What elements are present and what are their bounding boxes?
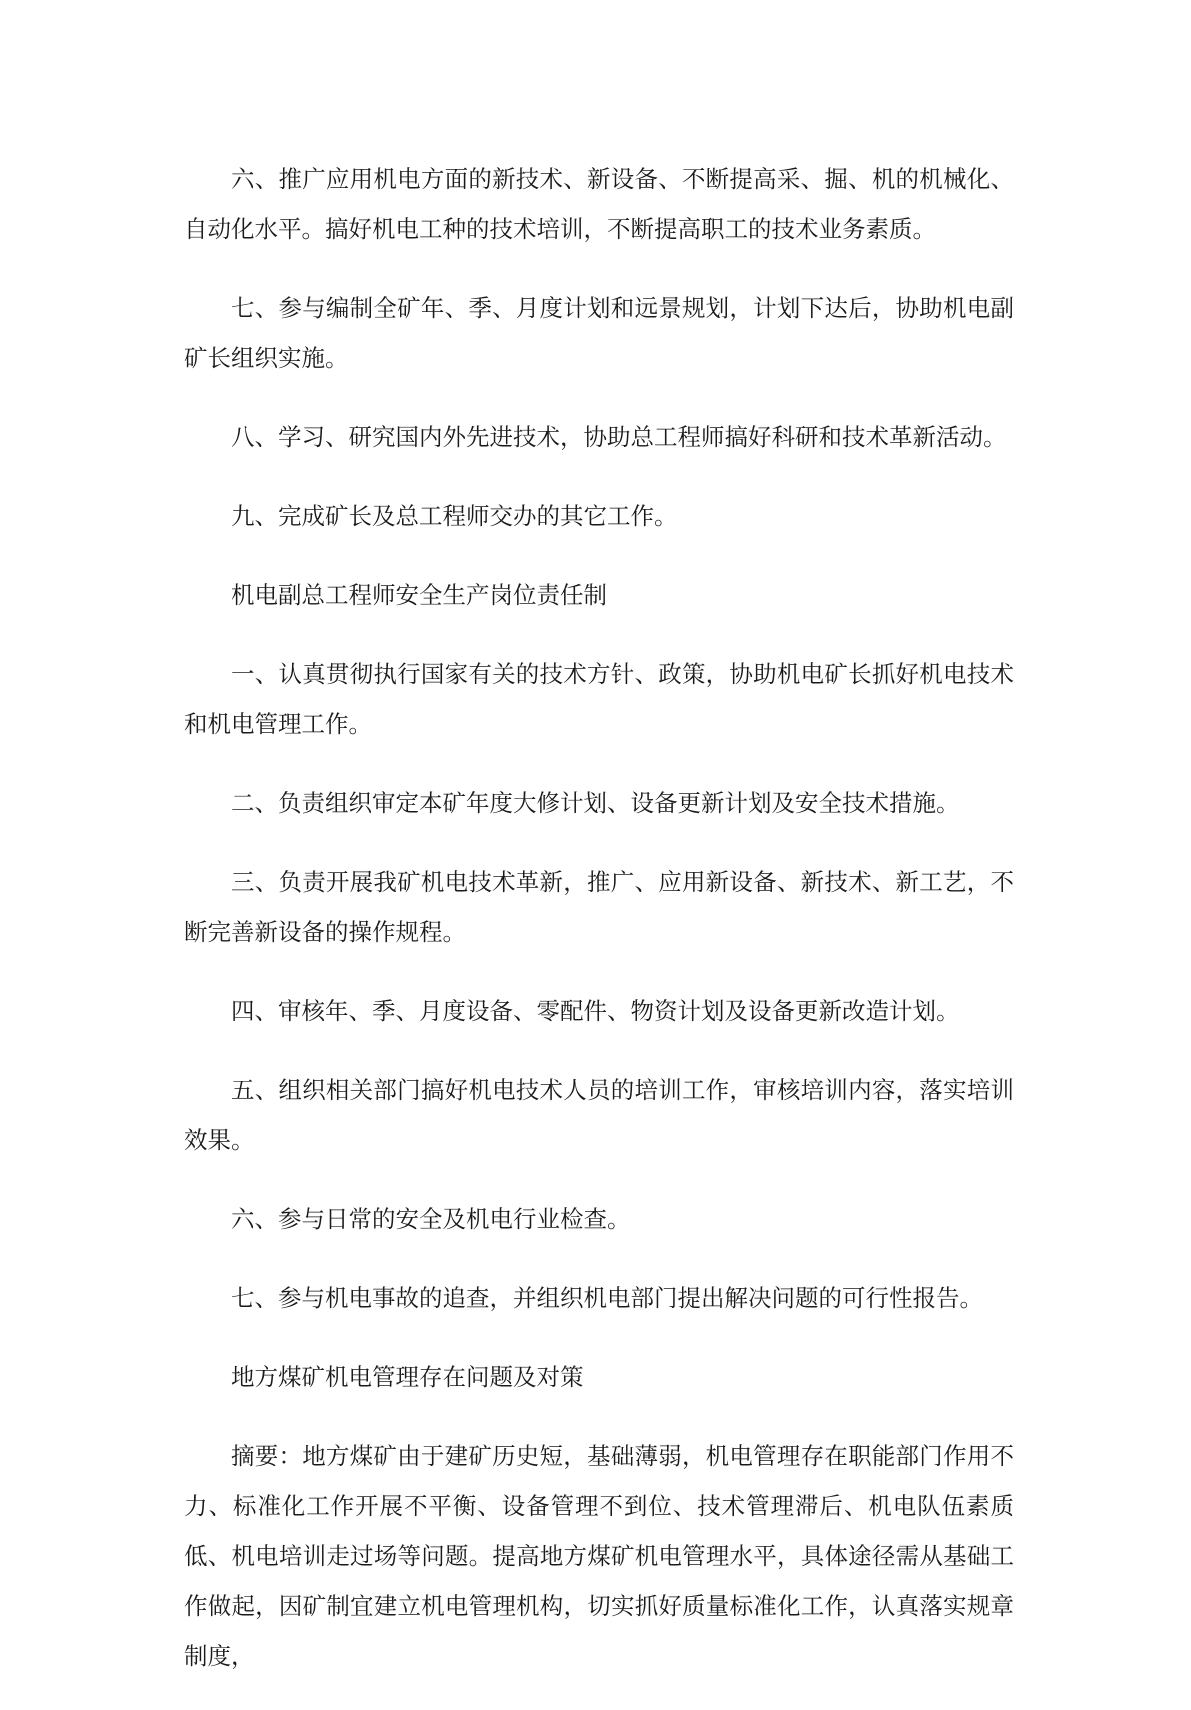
paragraph-abstract: 摘要：地方煤矿由于建矿历史短，基础薄弱，机电管理存在职能部门作用不力、标准化工作开展不平衡、设备管理不到位、技术管理滞后、机电队伍素质低、机电培训走过场等问题。提高地方煤矿机电管理水平，具体途径需从基础工作做起，因矿制宜建立机电管理机构，切实抓好质量标准化工作，认真落实规章制度， <box>184 1442 1014 1670</box>
section-heading-deputy-chief-engineer: 机电副总工程师安全生产岗位责任制 <box>231 581 607 609</box>
paragraph-item-6-inspection: 六、参与日常的安全及机电行业检查。 <box>231 1205 631 1233</box>
paragraph-item-7-planning: 七、参与编制全矿年、季、月度计划和远景规划，计划下达后，协助机电副矿长组织实施。 <box>184 294 1014 372</box>
section-heading-local-coal-mine: 地方煤矿机电管理存在问题及对策 <box>231 1363 584 1391</box>
paragraph-item-6-promote-tech: 六、推广应用机电方面的新技术、新设备、不断提高采、掘、机的机械化、自动化水平。搞好机电工种的技术培训，不断提高职工的技术业务素质。 <box>184 165 1014 243</box>
paragraph-item-4-review-plans: 四、审核年、季、月度设备、零配件、物资计划及设备更新改造计划。 <box>231 997 960 1025</box>
paragraph-item-8-research: 八、学习、研究国内外先进技术，协助总工程师搞好科研和技术革新活动。 <box>231 423 1007 451</box>
document-body <box>184 154 1014 1710</box>
paragraph-item-3-innovation: 三、负责开展我矿机电技术革新，推广、应用新设备、新技术、新工艺，不断完善新设备的操作规程。 <box>184 868 1014 946</box>
paragraph-item-1-policy: 一、认真贯彻执行国家有关的技术方针、政策，协助机电矿长抓好机电技术和机电管理工作。 <box>184 660 1014 738</box>
paragraph-item-7-accident-investigation: 七、参与机电事故的追查，并组织机电部门提出解决问题的可行性报告。 <box>231 1284 983 1312</box>
paragraph-item-2-overhaul-plan: 二、负责组织审定本矿年度大修计划、设备更新计划及安全技术措施。 <box>231 789 960 817</box>
paragraph-item-9-other-work: 九、完成矿长及总工程师交办的其它工作。 <box>231 502 678 530</box>
paragraph-item-5-training: 五、组织相关部门搞好机电技术人员的培训工作，审核培训内容，落实培训效果。 <box>184 1076 1014 1154</box>
